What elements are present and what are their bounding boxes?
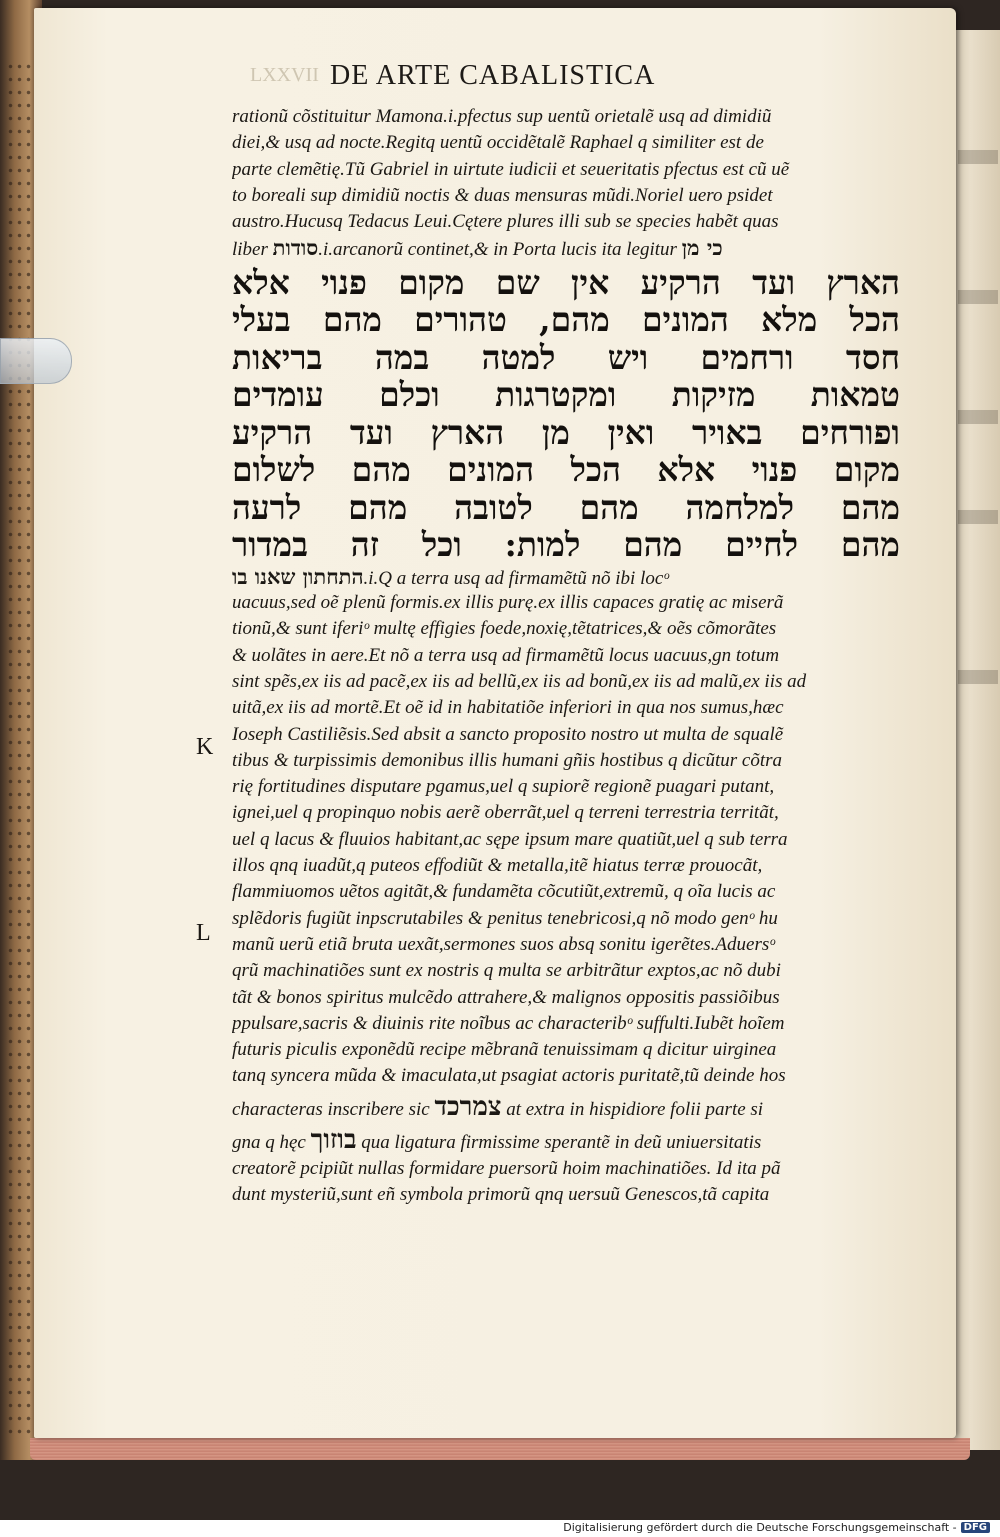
footer-text: Digitalisierung gefördert durch die Deutsche Forschungsgemeinschaft - (563, 1520, 957, 1534)
text-line (232, 1090, 900, 1124)
text-line: qrũ machinatiões sunt ex nostris q multa se arbitrãtur exptos,ac nõ dubi (232, 960, 781, 982)
text-line: manũ uerũ etiã bruta uexãt,sermones suos absq sonitu igerẽtes.Aduersᵒ (232, 933, 775, 955)
text-line: rationũ cõstituitur Mamona.i.pfectus sup uentũ orietalẽ usq ad dimidiũ (232, 106, 772, 127)
text-fragment: .i.Q a terra usq ad firmamẽtũ nõ ibi locᵒ (363, 567, 669, 589)
text-line: tibus & turpissimis demonibus illis humani gñis hostibus q dicũtur cõtra (232, 749, 782, 771)
text-line: uacuus,sed oẽ plenũ formis.ex illis purę.ex illis capaces gratię ac miserã (232, 592, 784, 614)
text-fragment: qua ligatura firmissime sperantẽ in deũ uniuersitatis (361, 1131, 762, 1153)
hebrew-word: כי מן (681, 235, 723, 261)
text-line: uitã,ex iis ad mortẽ.Et oẽ id in habitatiõe inferiori in qua nos sumus,hæc (232, 697, 784, 719)
text-fragment: gna q hęc (232, 1131, 306, 1153)
page-clamp (0, 338, 72, 384)
text-fragment: liber (232, 239, 268, 261)
text-line: uel q lacus & fluuios habitant,ac sępe ipsum mare quatiũt,uel q sub terra (232, 828, 788, 850)
adjacent-page (950, 30, 1000, 1450)
text-line: diei,& usq ad nocte.Regitq uentũ occidẽtalẽ Raphael q similiter est de (232, 132, 764, 154)
text-line: futuris piculis exponẽdũ recipe mẽbranã tenuissimam q dicitur uirginea (232, 1039, 777, 1061)
text-line: dunt mysteriũ,sunt eñ symbola primorũ qnq uersuũ Genescos,tã capita (232, 1184, 770, 1206)
hebrew-line: ופורחים באויר ואין מן הארץ ועד הרקיע (232, 413, 900, 452)
page-edges (30, 1438, 970, 1460)
text-line: tanq syncera mũda & imaculata,ut psagiat actoris puritatẽ,tũ deinde hos (232, 1065, 786, 1087)
text-line: parte clemẽtię.Tũ Gabriel in uirtute iudicii et seueritatis pfectus est cũ uẽ (232, 158, 790, 180)
text-fragment: at extra in hispidiore folii parte si (506, 1098, 764, 1120)
text-line (232, 1124, 900, 1156)
hebrew-line: הכל מלא המונים מהם, טהורים מהם בעלי (232, 301, 900, 339)
hebrew-line: מהם לחיים מהם למות: וכל זה במדור (232, 526, 900, 564)
text-line: to boreali sup dimidiũ noctis & duas mensuras mũdi.Noriel uero psidet (232, 184, 773, 206)
hebrew-line: הארץ ועד הרקיע אין שם מקום פנוי אלא (232, 263, 900, 302)
text-line: rię fortitudines disputare pgamus,uel q supiorẽ regionẽ puagari putant, (232, 776, 775, 798)
hebrew-characters: צמרכד (434, 1091, 502, 1122)
text-line: illos qnq iuadũt,q puteos effodiũt & metalla,itẽ hiatus terræ prouocãt, (232, 855, 763, 877)
text-fragment: .i.arcanorũ continet,& in Porta lucis ita legitur (318, 239, 677, 261)
margin-note-l: L (196, 920, 211, 946)
text-line: creatorẽ pcipiũt nullas formidare puersorũ hoim machinatiões. Id ita pã (232, 1157, 781, 1179)
text-line: ppulsare,sacris & diuinis rite noĩbus ac characteribᵒ suffulti.Iubẽt hoĩem (232, 1012, 785, 1034)
text-line: Ioseph Castiliẽsis.Sed absit a sancto proposito nostro ut multa de squalẽ (232, 723, 784, 745)
hebrew-line: מקום פנוי אלא הכל המונים מהם לשלום (232, 451, 900, 489)
text-line: austro.Hucusq Tedacus Leui.Cętere plures illi sub se species habẽt quas (232, 211, 779, 233)
margin-note-k: K (196, 734, 214, 760)
hebrew-quotation (232, 264, 900, 564)
digitization-footer (563, 1518, 990, 1536)
text-line: tãt & bonos spiritus mulcẽdo attrahere,& malignos oppositis passiõibus (232, 986, 780, 1008)
running-head: DE ARTE CABALISTICA (330, 60, 656, 91)
dfg-logo: DFG (961, 1522, 990, 1533)
hebrew-word: סודות (272, 235, 319, 261)
text-line (232, 235, 900, 261)
hebrew-line: חסד ורחמים ויש למטה במה בריאות (232, 338, 900, 377)
hebrew-line: טמאות מזיקות ומקטרגות וכלם עומדים (232, 376, 900, 414)
text-line: & uolãtes in aere.Et nõ a terra usq ad firmamẽtũ locus uacuus,gn totum (232, 644, 780, 666)
text-line: ignei,uel q propinquo nobis aerẽ oberrãt,uel q terreni terrestria territãt, (232, 802, 779, 824)
text-line: flammiuomos uẽtos agitãt,& fundamẽta cõcutiũt,extremũ, q oĩa lucis ac (232, 881, 776, 903)
text-line: sint spẽs,ex iis ad pacẽ,ex iis ad bellũ,ex iis ad bonũ,ex iis ad malũ,ex iis ad (232, 670, 807, 692)
text-line (232, 564, 900, 590)
text-fragment: characteras inscribere sic (232, 1098, 430, 1120)
hebrew-line: מהם למלחמה מהם לטובה מהם לרעה (232, 488, 900, 527)
hebrew-characters: בוזוך (310, 1124, 357, 1155)
folio-number: LXXVII (250, 64, 319, 86)
hebrew-word: התחתון שאנו בו (232, 563, 364, 589)
text-block (232, 104, 900, 1208)
text-line: splẽdoris fugiũt inpscrutabiles & penitus tenebricosi,q nõ modo genᵒ hu (232, 907, 778, 929)
text-line: tionũ,& sunt iferiᵒ multę effigies foede,noxię,tẽtatrices,& oẽs cõmorãtes (232, 618, 777, 640)
